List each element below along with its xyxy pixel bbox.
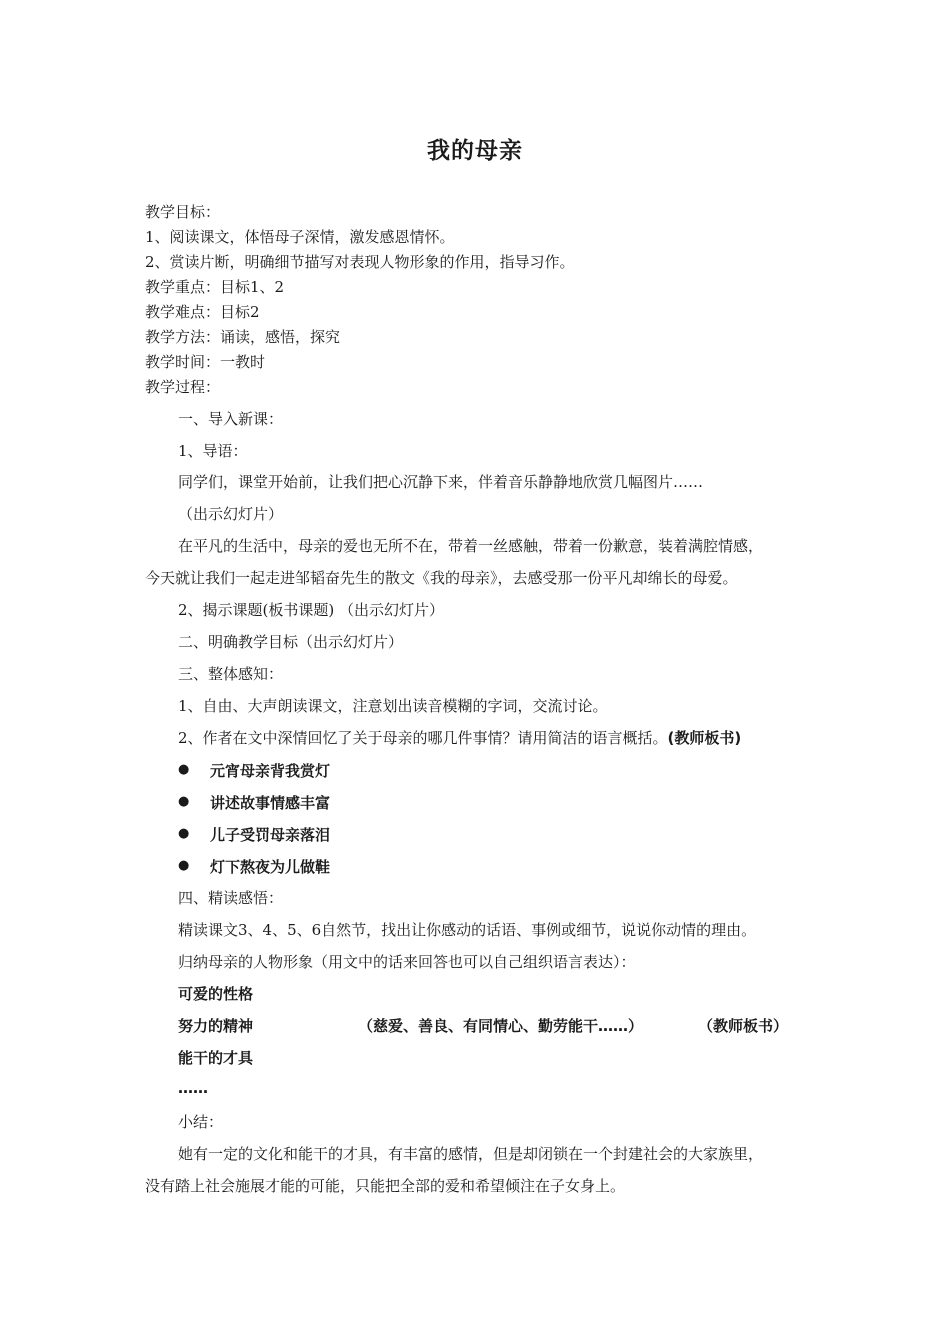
conclusion-line-2: 没有踏上社会施展才能的可能，只能把全部的爱和希望倾注在子女身上。 [145, 1177, 626, 1195]
teacher-board-note: (教师板书) [667, 729, 742, 747]
process-label: 教学过程： [145, 378, 221, 396]
objective-2: 2、赏读片断，明确细节描写对表现人物形象的作用，指导习作。 [145, 253, 575, 271]
traits-board-note: （教师板书） [698, 1017, 789, 1035]
event-item: 儿子受罚母亲落泪 [210, 826, 331, 844]
close-reading-task: 精读课文3、4、5、6自然节，找出让你感动的话语、事例或细节，说说你动情的理由。 [178, 921, 757, 939]
trait-item: 努力的精神 [178, 1017, 254, 1035]
difficulties: 教学难点：目标2 [145, 303, 260, 321]
reading-task-1: 1、自由、大声朗读课文，注意划出读音模糊的字词，交流讨论。 [178, 697, 608, 715]
key-points: 教学重点：目标1、2 [145, 278, 285, 296]
reveal-topic: 2、揭示课题(板书课题) （出示幻灯片） [178, 601, 445, 619]
event-item: 元宵母亲背我赏灯 [210, 762, 331, 780]
intro-paragraph-line-2: 今天就让我们一起走进邹韬奋先生的散文《我的母亲》，去感受那一份平凡却绵长的母爱。 [145, 569, 738, 587]
objective-1: 1、阅读课文，体悟母子深情，激发感恩情怀。 [145, 228, 455, 246]
intro-paragraph-line-1: 在平凡的生活中，母亲的爱也无所不在，带着一丝感触，带着一份歉意，装着满腔情感， [178, 537, 764, 555]
document-title: 我的母亲 [427, 138, 523, 164]
methods: 教学方法：诵读，感悟，探究 [145, 328, 341, 346]
section-2-heading: 二、明确教学目标（出示幻灯片） [178, 633, 404, 651]
conclusion-line-1: 她有一定的文化和能干的才具，有丰富的感情，但是却闭锁在一个封建社会的大家族里， [178, 1145, 764, 1163]
bullet-icon: ● [178, 858, 190, 873]
traits-note: （慈爱、善良、有同情心、勤劳能干……） [358, 1017, 644, 1035]
bullet-icon: ● [178, 794, 190, 809]
bullet-icon: ● [178, 762, 190, 777]
reading-task-2-text: 2、作者在文中深情回忆了关于母亲的哪几件事情？请用简洁的语言概括。 [178, 729, 668, 747]
section-1-heading: 一、导入新课： [178, 410, 284, 428]
trait-item: 能干的才具 [178, 1049, 254, 1067]
conclusion-label: 小结： [178, 1113, 224, 1131]
trait-item: 可爱的性格 [178, 985, 254, 1003]
intro-text: 同学们，课堂开始前，让我们把心沉静下来，伴着音乐静静地欣赏几幅图片…… [178, 473, 704, 491]
summary-prompt: 归纳母亲的人物形象（用文中的话来回答也可以自己组织语言表达）： [178, 953, 636, 971]
slide-note: （出示幻灯片） [178, 505, 284, 523]
event-item: 灯下熬夜为儿做鞋 [210, 858, 331, 876]
intro-label: 1、导语： [178, 442, 248, 460]
reading-task-2 [178, 728, 741, 748]
ellipsis: …… [178, 1079, 208, 1097]
bullet-icon: ● [178, 826, 190, 841]
lesson-time: 教学时间：一教时 [145, 353, 266, 371]
event-item: 讲述故事情感丰富 [210, 794, 331, 812]
objectives-label: 教学目标： [145, 203, 221, 221]
section-4-heading: 四、精读感悟： [178, 889, 284, 907]
section-3-heading: 三、整体感知： [178, 665, 284, 683]
